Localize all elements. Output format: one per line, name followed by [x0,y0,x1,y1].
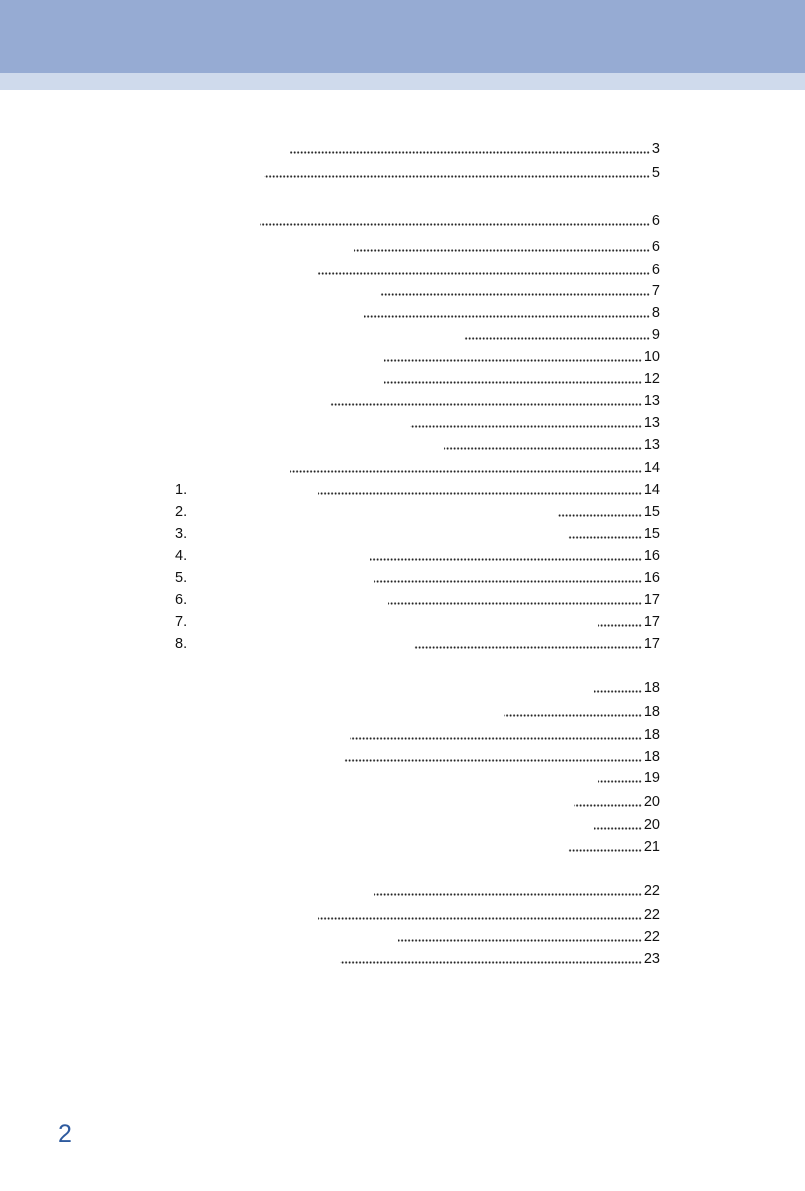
toc-page-number: 16 [643,570,660,586]
toc-dot-leader [354,249,650,252]
toc-dot-leader [598,624,642,627]
toc-page-number: 20 [643,794,660,810]
toc-page-number: 17 [643,614,660,630]
toc-entry[interactable] [318,262,660,278]
toc-dot-leader [364,315,650,318]
toc-page-number: 5 [651,165,660,181]
toc-dot-leader [410,425,642,428]
toc-entry[interactable] [574,794,660,810]
toc-page-number: 23 [643,951,660,967]
toc-entry[interactable] [354,239,660,255]
toc-dot-leader [264,175,650,178]
toc-dot-leader [290,470,642,473]
toc-dot-leader [370,558,642,561]
toc-page-number: 16 [643,548,660,564]
toc-dot-leader [374,893,642,896]
toc-entry[interactable] [568,526,660,542]
toc-dot-leader [344,759,642,762]
toc-dot-leader [318,492,642,495]
toc-page-number: 20 [643,817,660,833]
toc-dot-leader [594,690,642,693]
toc-dot-leader [318,272,650,275]
toc-item-number: 4. [175,548,188,564]
toc-entry[interactable] [568,839,660,855]
toc-page-number: 17 [643,592,660,608]
toc-page-number: 14 [643,460,660,476]
toc-page-number: 9 [651,327,660,343]
toc-item-number: 7. [175,614,188,630]
toc-page-number: 18 [643,749,660,765]
toc-item-number: 5. [175,570,188,586]
toc-entry[interactable] [558,504,660,520]
toc-entry[interactable] [374,883,660,899]
toc-page-number: 7 [651,283,660,299]
toc-entry[interactable] [340,951,660,967]
toc-entry[interactable] [364,305,660,321]
toc-dot-leader [504,714,642,717]
toc-page-number: 6 [651,239,660,255]
toc-entry[interactable] [598,614,660,630]
toc-item-number: 6. [175,592,188,608]
toc-page-number: 22 [643,929,660,945]
toc-entry[interactable] [444,437,660,453]
toc-page-number: 6 [651,262,660,278]
toc-page-number: 13 [643,415,660,431]
toc-entry[interactable] [380,283,660,299]
toc-dot-leader [384,359,642,362]
toc-entry[interactable] [398,929,660,945]
toc-entry[interactable] [594,817,660,833]
toc-item-number: 1. [175,482,188,498]
toc-page-number: 18 [643,680,660,696]
toc-dot-leader [598,780,642,783]
toc-entry[interactable] [464,327,660,343]
toc-page-number: 6 [651,213,660,229]
toc-page-number: 15 [643,504,660,520]
toc-dot-leader [444,447,642,450]
toc-dot-leader [574,804,642,807]
toc-entry[interactable] [410,415,660,431]
toc-item-number: 2. [175,504,188,520]
toc-dot-leader [374,580,642,583]
page-number: 2 [58,1120,72,1148]
toc-dot-leader [414,646,642,649]
toc-page-number: 18 [643,704,660,720]
toc-dot-leader [594,827,642,830]
toc-entry[interactable] [370,548,660,564]
toc-entry[interactable] [374,570,660,586]
toc-entry[interactable] [384,371,660,387]
toc-dot-leader [380,293,650,296]
toc-dot-leader [568,849,642,852]
toc-entry[interactable] [594,680,660,696]
toc-entry[interactable] [290,460,660,476]
toc-entry[interactable] [318,482,660,498]
toc-dot-leader [290,151,650,154]
toc-entry[interactable] [330,393,660,409]
toc-dot-leader [350,737,642,740]
toc-entry[interactable] [414,636,660,652]
toc-page-number: 13 [643,437,660,453]
toc-entry[interactable] [318,907,660,923]
toc-page-number: 15 [643,526,660,542]
toc-page-number: 10 [643,349,660,365]
toc-entry[interactable] [290,141,660,157]
toc-page-number: 13 [643,393,660,409]
toc-entry[interactable] [264,165,660,181]
toc-dot-leader [398,939,642,942]
toc-page-number: 8 [651,305,660,321]
toc-entry[interactable] [504,704,660,720]
toc-page-number: 3 [651,141,660,157]
toc-entry[interactable] [384,349,660,365]
toc-dot-leader [388,602,642,605]
toc-dot-leader [384,381,642,384]
toc-entry[interactable] [350,727,660,743]
toc-page-number: 12 [643,371,660,387]
toc-page-number: 22 [643,907,660,923]
toc-page-number: 17 [643,636,660,652]
toc-dot-leader [318,917,642,920]
toc-dot-leader [330,403,642,406]
toc-page-number: 19 [643,770,660,786]
toc-dot-leader [260,223,650,226]
toc-item-number: 3. [175,526,188,542]
toc-page-number: 18 [643,727,660,743]
toc-page-number: 22 [643,883,660,899]
toc-page-number: 14 [643,482,660,498]
toc-dot-leader [340,961,642,964]
toc-entry[interactable] [598,770,660,786]
toc-entry[interactable] [260,213,660,229]
toc-page-number: 21 [643,839,660,855]
toc-entry[interactable] [388,592,660,608]
toc-dot-leader [558,514,642,517]
toc-item-number: 8. [175,636,188,652]
toc-entry[interactable] [344,749,660,765]
toc-dot-leader [464,337,650,340]
toc-dot-leader [568,536,642,539]
